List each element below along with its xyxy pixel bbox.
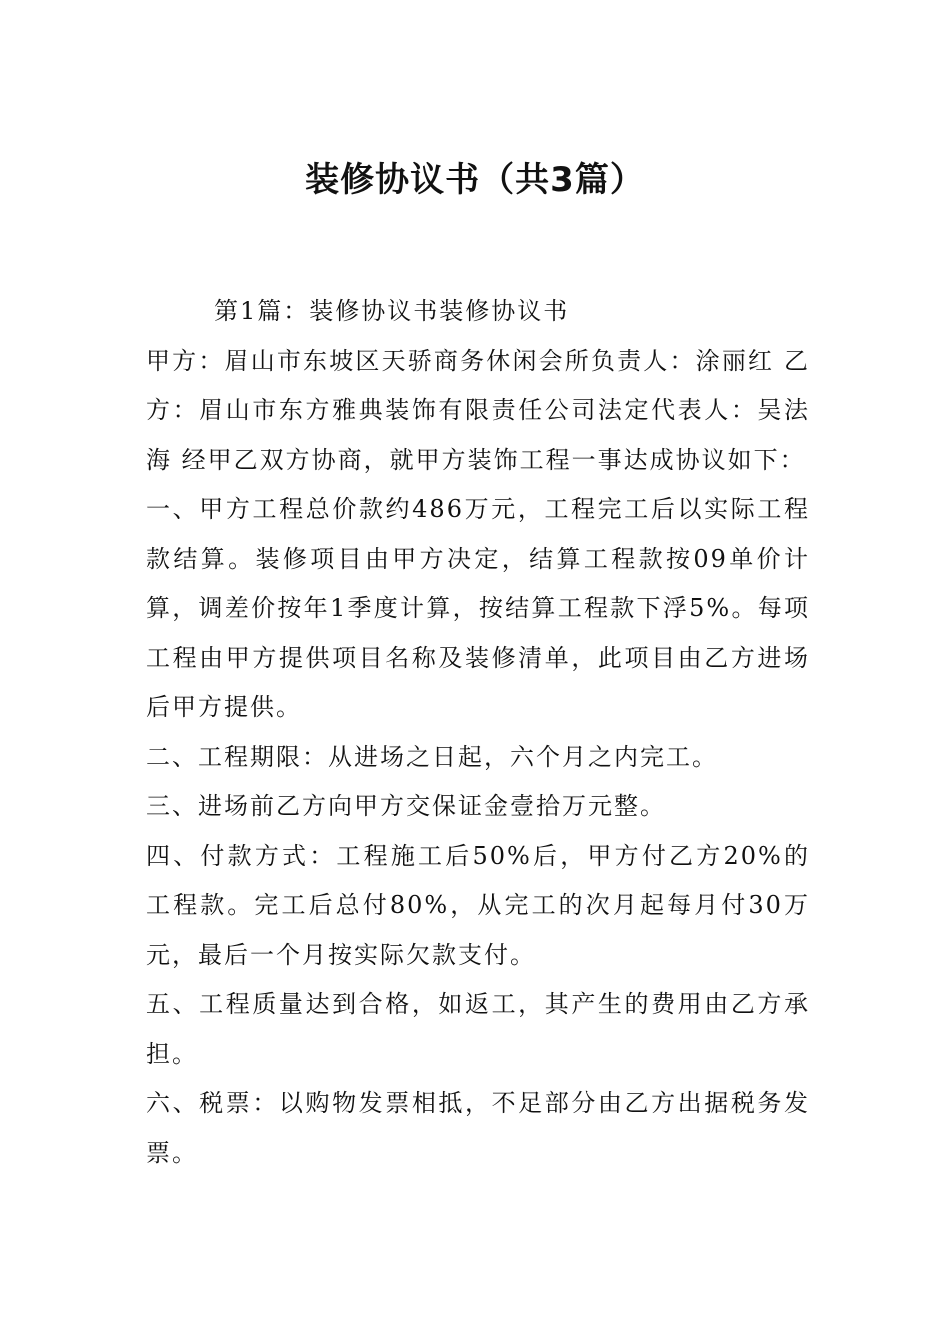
paragraph-clause-1: 一、甲方工程总价款约486万元，工程完工后以实际工程款结算。装修项目由甲方决定，结算工程款按09单价计算，调差价按年1季度计算，按结算工程款下浮5%。每项工程由甲方提供项目名称及装修清单，此项目由乙方进场后甲方提供。 <box>146 495 810 721</box>
document-body <box>146 287 810 1178</box>
paragraph-clause-3: 三、进场前乙方向甲方交保证金壹拾万元整。 <box>146 792 666 820</box>
paragraph-clause-5: 五、工程质量达到合格，如返工，其产生的费用由乙方承担。 <box>146 990 810 1068</box>
paragraph-clause-6: 六、税票：以购物发票相抵，不足部分由乙方出据税务发票。 <box>146 1089 810 1167</box>
section-subheading: 第1篇：装修协议书装修协议书 <box>214 297 570 325</box>
paragraph-clause-2: 二、工程期限：从进场之日起，六个月之内完工。 <box>146 742 718 771</box>
paragraph-clause-4: 四、付款方式：工程施工后50%后，甲方付乙方20%的工程款。完工后总付80%，从完工的次月起每月付30万元，最后一个月按实际欠款支付。 <box>146 841 810 969</box>
paragraph-parties: 甲方：眉山市东坡区天骄商务休闲会所负责人：涂丽红 乙方：眉山市东方雅典装饰有限责任公司法定代表人：吴法海 经甲乙双方协商，就甲方装饰工程一事达成协议如下： <box>146 346 810 474</box>
document-title: 装修协议书（共3篇） <box>305 160 645 200</box>
